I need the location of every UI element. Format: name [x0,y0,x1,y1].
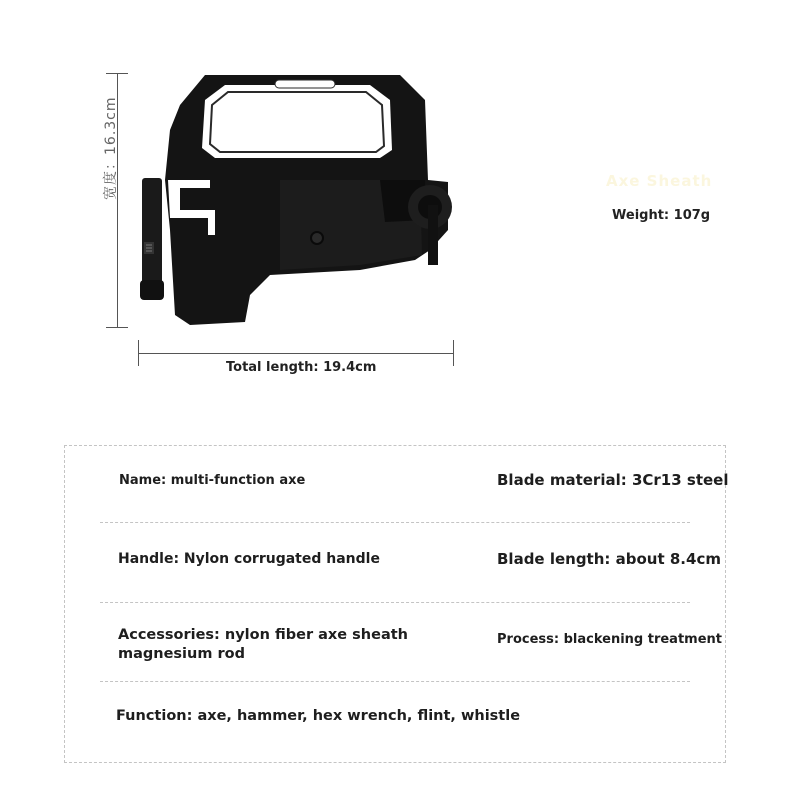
spec-function: Function: axe, hammer, hex wrench, flint, whistle [116,708,521,724]
screw [311,232,323,244]
height-dimension-cap-bottom [106,327,128,328]
spec-divider [100,681,690,682]
spec-divider [100,602,690,603]
axe-sheath-image [130,70,460,330]
spec-accessories-line2: magnesium rod [118,646,246,662]
weight-label: Weight: 107g [612,208,711,223]
height-dimension-cap-top [106,73,128,74]
length-dimension-line [138,353,454,354]
spec-name: Name: multi-function axe [119,473,306,488]
spec-accessories-line1: Accessories: nylon fiber axe sheath [118,627,408,643]
spec-blade-material: Blade material: 3Cr13 steel [497,471,729,489]
height-label: 宽度：16.3cm [103,96,119,200]
spec-blade-length: Blade length: about 8.4cm [497,550,721,568]
length-dimension-cap-right [453,340,454,366]
total-length-label: Total length: 19.4cm [226,360,377,375]
spec-process: Process: blackening treatment [497,632,723,647]
spec-handle: Handle: Nylon corrugated handle [118,551,380,567]
spec-accessories [118,626,408,664]
spec-divider [100,522,690,523]
product-title: Axe Sheath [606,172,713,190]
length-dimension-cap-left [138,340,139,366]
